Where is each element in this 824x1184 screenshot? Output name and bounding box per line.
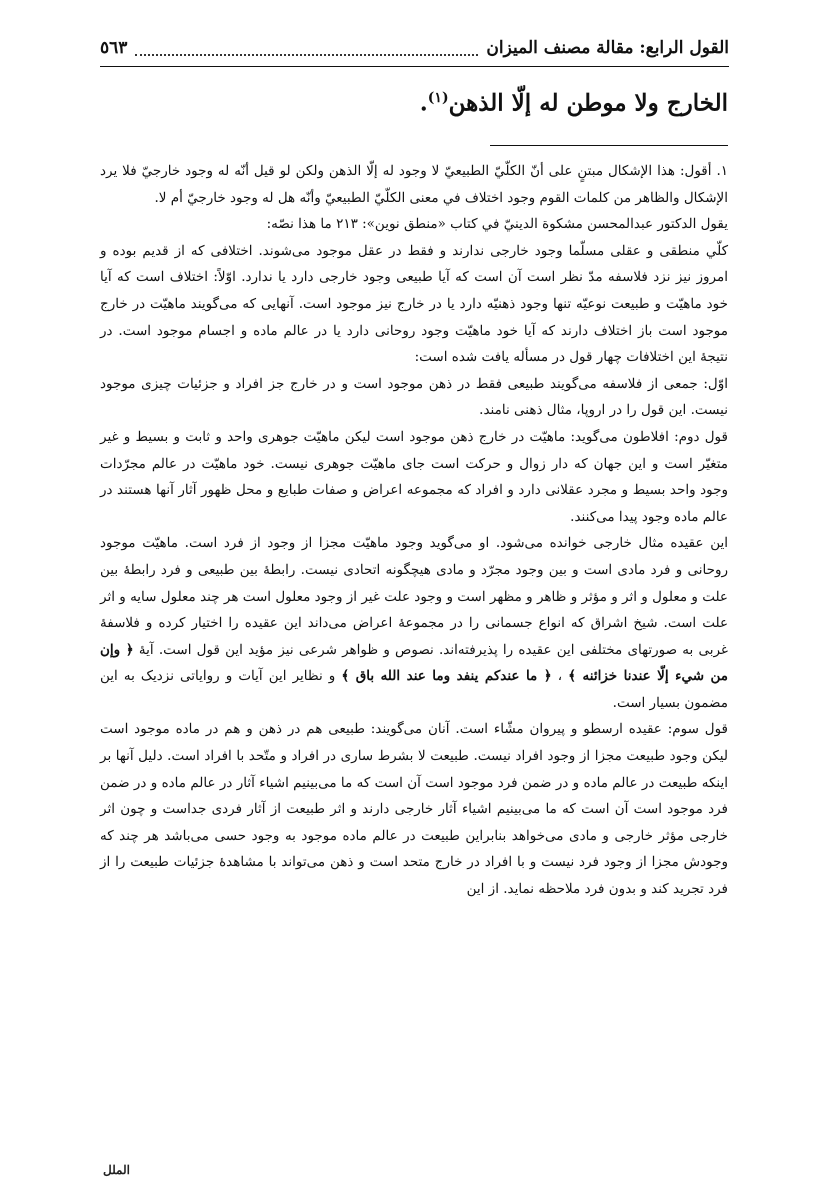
quran-verse: ﴿ ما عندكم ينفد وما عند الله باق ﴾ bbox=[341, 668, 552, 685]
footnote-block bbox=[100, 158, 728, 898]
footnote-intro: ١. أقول: هذا الإشكال مبتنٍ على أنّ الكلّيّ الطبيعيّ لا وجود له إلّا الذهن ولكن لو قيل أنّه له وجود خارجيّ فلا يرد الإشكال والظاهر من كلمات القوم وجود اختلاف في معنى الكلّيّ الطبيعيّ وأنّه هل له وجود خارجيّ أم لا. bbox=[100, 163, 728, 206]
dot-leader bbox=[135, 40, 478, 56]
paragraph-text: اين عقيده مثال خارجى خوانده مى‌شود. او مى‌گويد وجود ماهيّت مجزا از وجود از فرد است. ماهيّت موجود روحانى و فرد مادى است و بين وجود مجرّد و مادى هيچگونه اتحادى نيست. رابطهٔ بين طبيعى و فرد رابطهٔ بين علت و معلول و اثر و مؤثر و ظاهر و مظهر است و وجود علت غير از وجود معلول است هر چند معلول سايه و اثر علت است. شيخ اشراق كه انواع جسمانى را در مجموعهٔ اعراض مى‌داند اين عقيده را اختيار كرده و فلاسفهٔ غربى به صورتهاى مختلفى اين عقيده را پذيرفته‌اند. نصوص و ظواهر شرعى نيز مؤيد اين قول است. آيهٔ bbox=[100, 535, 728, 658]
footnote-paragraph: قول دوم: افلاطون مى‌گويد: ماهيّت در خارج ذهن موجود است ليكن ماهيّت جوهرى واحد و ثابت و بسيط و غير متغيّر است و اين جهان كه دار زوال و حركت است جاى ماهيّت جوهرى نيست. خود ماهيّت در عالم مجرّدات وجود واحد بسيط و مجرد عقلانى دارد و افراد كه مجموعه اعراض و صفات طبايع و محل ظهور آثار آنها هستند در عالم ماده وجود پيدا مى‌كنند. bbox=[100, 428, 728, 525]
footnote-quote-intro: يقول الدكتور عبدالمحسن مشكوة الدينيّ في كتاب «منطق نوين»: ٢١٣ ما هذا نصّه: bbox=[266, 216, 728, 233]
footnote-paragraph: كلّي منطقى و عقلى مسلّما وجود خارجى ندارند و فقط در عقل موجود مى‌شوند. اختلافى كه از قديم بوده و امروز نيز نزد فلاسفه مدّ نظر است آن است كه آيا طبيعى وجود خارجى دارد يا ندارد. اوّلاً: اختلاف است كه آيا خود ماهيّت و طبيعت نوعيّه تنها وجود ذهنيّه دارد يا در خارج نيز موجود است. آنهايى كه مى‌گويند ماهيّت در خارج موجود است باز اختلاف دارند كه آيا خود ماهيّت وجود روحانى دارد يا در عالم ماده و اجسام موجود است. در نتيجهٔ اين اختلافات چهار قول در مسأله يافت شده است: bbox=[100, 242, 728, 366]
page-header bbox=[100, 30, 729, 67]
main-text-line bbox=[88, 78, 728, 124]
paragraph-text: و نظاير اين آيات و رواياتى نزديک به اين مضمون بسيار است. bbox=[100, 668, 728, 711]
footnote-separator bbox=[490, 145, 728, 146]
separator: ، bbox=[557, 668, 563, 685]
footnote-marker: (١) bbox=[427, 90, 449, 106]
page-number: ٥٦٣ bbox=[100, 38, 128, 58]
footer-mark: الملل bbox=[103, 1163, 130, 1177]
footnote-paragraph bbox=[100, 530, 728, 716]
running-title: القول الرابع: مقالة مصنف الميزان bbox=[486, 38, 729, 58]
footnote-paragraph: اوّل: جمعى از فلاسفه مى‌گويند طبيعى فقط در ذهن موجود است و در خارج جز افراد و جزئيات چيزى موجود نيست. اين قول را در اروپا، مثال ذهنى نامند. bbox=[100, 375, 728, 419]
main-text-end: . bbox=[419, 89, 428, 117]
footnote-paragraph: قول سوم: عقيده ارسطو و پيروان مشّاء است. آنان مى‌گويند: طبيعى هم در ذهن و هم در ماده موجود است ليكن وجود طبيعت مجزا از وجود افراد نيست. طبيعت لا بشرط سارى در افراد و متّحد با افراد است. دليل آنها بر اينكه طبيعت در عالم ماده و در ضمن فرد موجود است آن است كه ما مى‌بينيم اشياء آثار در عالم ماده و در ضمن فرد موجود است آن است كه ما مى‌بينيم اشياء آثار خارجى دارند و اثر طبيعت از آثار فردى جداست و چون اثر خارجى مؤثر خارجى و مادى مى‌خواهد بنابراين طبيعت در عالم ماده موجود به وجود حسى مى‌باشد هر چند كه وجودش مجزا از وجود فرد نيست و با افراد در خارج متحد است و ذهن مى‌تواند با مشاهدهٔ جزئيات طبيعت را از فرد تجريد كند و بدون فرد ملاحظه نمايد. از اين bbox=[100, 721, 728, 898]
quran-verse: ﴿ وإن من شيء إلّا عندنا خزائنه ﴾ bbox=[100, 641, 728, 685]
main-text: الخارج ولا موطن له إلّا الذهن bbox=[448, 89, 728, 117]
